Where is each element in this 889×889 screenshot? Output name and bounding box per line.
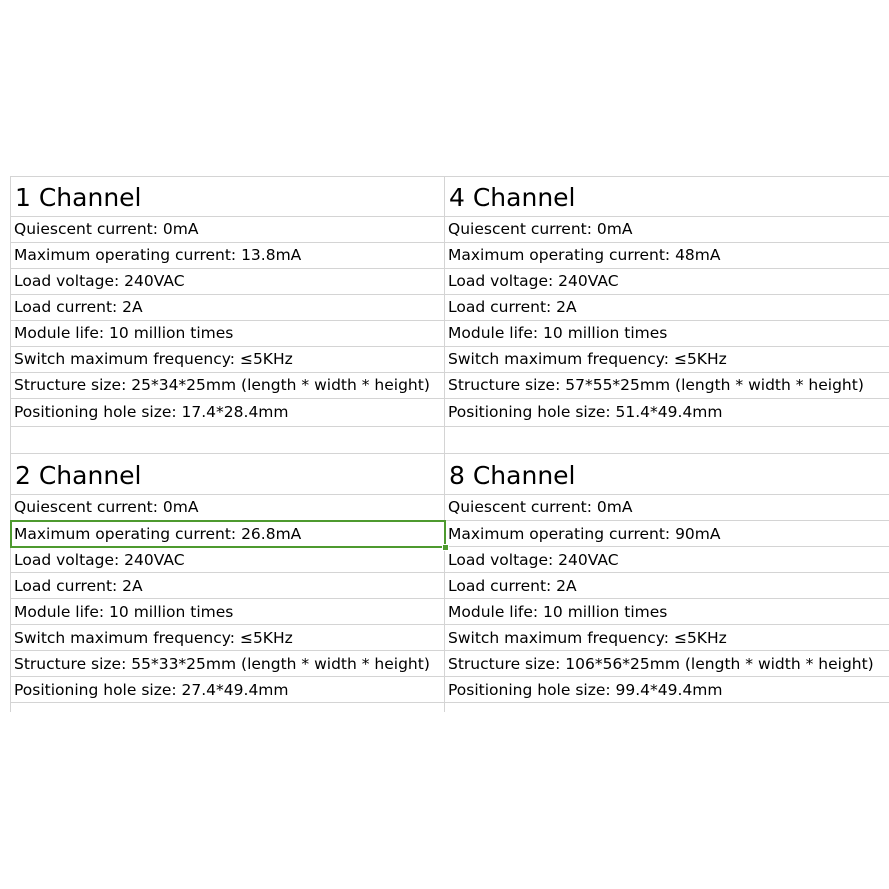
spec-cell[interactable]: Structure size: 55*33*25mm (length * width * height) (14, 655, 430, 673)
spec-cell[interactable]: Module life: 10 million times (448, 603, 668, 621)
spec-cell[interactable]: Load voltage: 240VAC (448, 551, 619, 569)
section-title-2-channel[interactable]: 2 Channel (15, 461, 142, 490)
spec-cell[interactable]: Load current: 2A (448, 298, 577, 316)
spec-cell[interactable]: Positioning hole size: 99.4*49.4mm (448, 681, 723, 699)
spec-cell[interactable]: Maximum operating current: 13.8mA (14, 246, 302, 264)
spec-cell[interactable]: Load current: 2A (14, 298, 143, 316)
spec-cell[interactable]: Structure size: 57*55*25mm (length * width * height) (448, 376, 864, 394)
spec-cell[interactable]: Structure size: 25*34*25mm (length * width * height) (14, 376, 430, 394)
spec-cell[interactable]: Load current: 2A (14, 577, 143, 595)
spec-cell[interactable]: Module life: 10 million times (14, 603, 234, 621)
section-title-1-channel[interactable]: 1 Channel (15, 183, 142, 212)
spec-cell[interactable]: Positioning hole size: 51.4*49.4mm (448, 403, 723, 421)
spec-cell[interactable]: Module life: 10 million times (448, 324, 668, 342)
section-title-8-channel[interactable]: 8 Channel (449, 461, 576, 490)
spec-cell[interactable]: Load voltage: 240VAC (14, 272, 185, 290)
spec-cell[interactable]: Quiescent current: 0mA (14, 220, 199, 238)
section-title-4-channel[interactable]: 4 Channel (449, 183, 576, 212)
spec-cell[interactable]: Module life: 10 million times (14, 324, 234, 342)
spec-cell[interactable]: Switch maximum frequency: ≤5KHz (14, 629, 293, 647)
spec-cell[interactable]: Maximum operating current: 48mA (448, 246, 721, 264)
spec-cell[interactable]: Quiescent current: 0mA (14, 498, 199, 516)
fill-handle[interactable] (442, 544, 449, 551)
spec-cell[interactable]: Switch maximum frequency: ≤5KHz (14, 350, 293, 368)
spec-cell[interactable]: Load current: 2A (448, 577, 577, 595)
spreadsheet-grid (0, 176, 889, 712)
spec-cell-selected[interactable]: Maximum operating current: 26.8mA (14, 525, 302, 543)
spec-cell[interactable]: Quiescent current: 0mA (448, 498, 633, 516)
spec-cell[interactable]: Positioning hole size: 17.4*28.4mm (14, 403, 289, 421)
spec-cell[interactable]: Structure size: 106*56*25mm (length * width * height) (448, 655, 874, 673)
gridline (11, 426, 889, 427)
spec-cell[interactable]: Quiescent current: 0mA (448, 220, 633, 238)
spec-cell[interactable]: Load voltage: 240VAC (448, 272, 619, 290)
spec-cell[interactable]: Switch maximum frequency: ≤5KHz (448, 629, 727, 647)
spec-cell[interactable]: Positioning hole size: 27.4*49.4mm (14, 681, 289, 699)
spec-cell[interactable]: Load voltage: 240VAC (14, 551, 185, 569)
spec-cell[interactable]: Switch maximum frequency: ≤5KHz (448, 350, 727, 368)
spec-cell[interactable]: Maximum operating current: 90mA (448, 525, 721, 543)
